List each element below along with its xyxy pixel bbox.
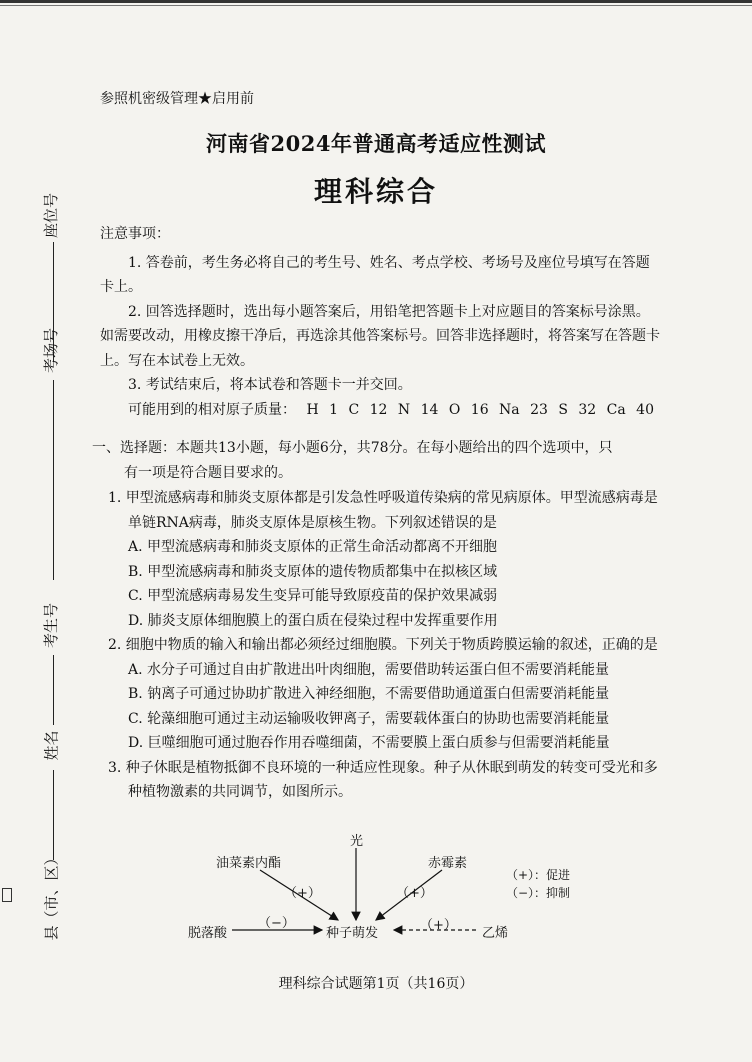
label-minus-aba: （−） [258,916,295,931]
side-field-seat: 座位号 [42,192,61,239]
option-b: B. 甲型流感病毒和肺炎支原体的遗传物质都集中在拟核区域 [128,563,498,580]
section-heading [92,436,660,485]
question-1 [108,486,660,633]
option-a: A. 甲型流感病毒和肺炎支原体的正常生命活动都离不开细胞 [128,539,498,555]
legend-promote: （+）：促进 [506,868,571,882]
label-ethylene: 乙烯 [482,926,509,941]
side-line-room [53,380,54,580]
label-germination: 种子萌发 [326,926,379,941]
page-title: 河南省2024年普通高考适应性测试 [206,131,546,156]
side-field-county: 县（市、区） [42,850,61,941]
question-stem: 3. 种子休眠是植物抵御不良环境的一种适应性现象。种子从休眠到萌发的转变可受光和多种植物激素的共同调节，如图所示。 [108,759,658,800]
side-field-name: 姓名 [42,730,61,761]
top-border-thin [0,5,752,6]
note-item-1: 1. 答卷前，考生务必将自己的考生号、姓名、考点学校、考场号及座位号填写在答题卡上。 [100,254,650,295]
label-plus-gibberellin: （+） [396,886,433,901]
question-list [108,486,660,805]
atomic-masses: 可能用到的相对原子质量： H 1 C 12 N 14 O 16 Na 23 S 32 Ca 40 [128,401,654,418]
label-plus-brassinosteroid: （+） [284,886,321,901]
question-3 [108,756,660,805]
legend [506,866,570,902]
question-stem: 1. 甲型流感病毒和肺炎支原体都是引发急性呼吸道传染病的常见病原体。甲型流感病毒是单链RNA病毒，肺炎支原体是原核生物。下列叙述错误的是 [108,490,658,531]
notes-heading: 注意事项： [100,226,170,242]
label-plus-ethylene: （+） [420,918,457,933]
label-light: 光 [350,834,364,849]
option-d: D. 肺炎支原体细胞膜上的蛋白质在侵染过程中发挥重要作用 [128,612,498,629]
option-b: B. 钠离子可通过协助扩散进入神经细胞，不需要借助通道蛋白但需要消耗能量 [128,686,610,702]
legend-inhibit: （−）：抑制 [506,886,571,900]
note-item-3: 3. 考试结束后，将本试卷和答题卡一并交回。 [128,377,412,393]
question-stem: 2. 细胞中物质的输入和输出都必须经过细胞膜。下列关于物质跨膜运输的叙述，正确的是 [108,637,658,653]
question-2 [108,633,660,756]
instructions [100,222,660,422]
side-field-room: 考场号 [42,327,61,374]
option-a: A. 水分子可通过自由扩散进出叶肉细胞，需要借助转运蛋白但不需要消耗能量 [128,661,610,678]
side-line-exam-id [53,655,54,725]
page-footer: 理科综合试题第1页（共16页） [278,976,474,992]
label-brassinosteroid: 油菜素内酯 [216,856,282,871]
label-gibberellin: 赤霉素 [428,856,468,871]
section-heading-line1: 一、选择题：本题共13小题，每小题6分，共78分。在每小题给出的四个选项中，只 [92,440,613,456]
hormone-diagram [180,826,600,946]
option-c: C. 甲型流感病毒易发生变异可能导致原疫苗的保护效果减弱 [128,588,498,604]
option-c: C. 轮藻细胞可通过主动运输吸收钾离子，需要载体蛋白的协助也需要消耗能量 [128,710,610,727]
section-heading-line2: 有一项是符合题目要求的。 [124,464,292,481]
note-item-2: 2. 回答选择题时，选出每小题答案后，用铅笔把答题卡上对应题目的答案标号涂黑。如需要改动，用橡皮擦干净后，再选涂其他答案标号。回答非选择题时，将答案写在答题卡上。写在本试卷上无效。 [100,303,660,369]
subject-title: 理科综合 [313,175,438,208]
top-border [0,0,752,3]
label-aba: 脱落酸 [188,926,228,941]
binding-mark [2,888,12,902]
side-line-name [53,770,54,860]
option-d: D. 巨噬细胞可通过胞吞作用吞噬细菌，不需要膜上蛋白质参与但需要消耗能量 [128,735,610,751]
side-field-exam-id: 考生号 [42,602,61,649]
confidential-note: 参照机密级管理★启用前 [100,91,254,107]
